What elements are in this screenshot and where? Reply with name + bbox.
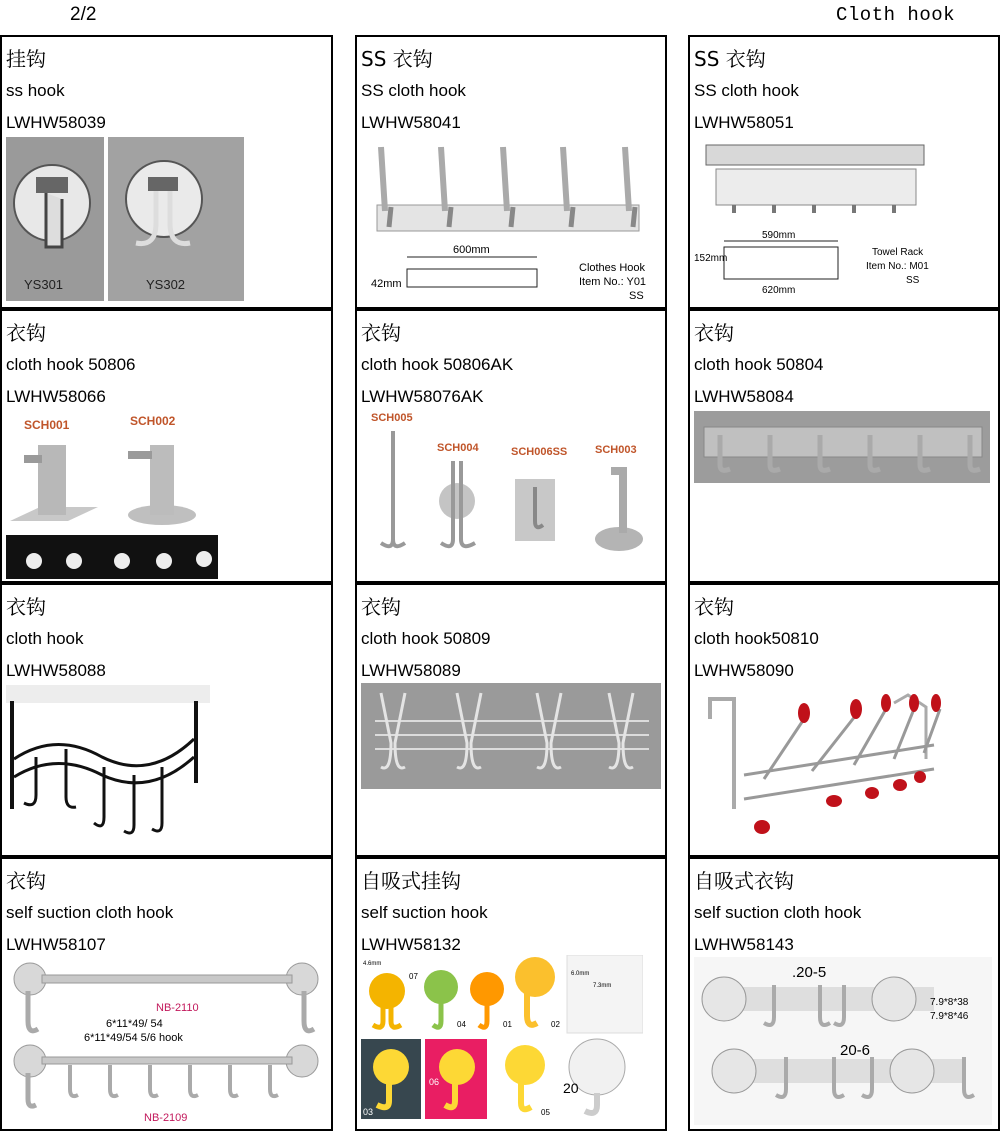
label-towel-rack: Towel Rack	[872, 247, 924, 258]
label-ss: SS	[629, 290, 644, 302]
label-ys301: YS301	[24, 277, 64, 292]
label-04: 04	[457, 1020, 466, 1029]
product-code: LWHW58066	[6, 387, 106, 406]
product-name-cn: 衣钩	[694, 321, 734, 345]
label-nb-2109: NB-2109	[144, 1112, 188, 1124]
product-code: LWHW58084	[694, 387, 794, 406]
product-cell-towel-rack-m01	[688, 35, 1000, 309]
label-sch001: SCH001	[24, 418, 70, 432]
product-cell-self-suction-hook-58132	[355, 857, 667, 1131]
label-7-9-8-38: 7.9*8*38	[930, 997, 969, 1008]
product-name-en: self suction cloth hook	[694, 903, 862, 922]
label-sch004: SCH004	[437, 442, 479, 454]
label-20-6: 20-6	[840, 1042, 871, 1059]
towel-rack-m01-caption	[862, 243, 942, 295]
cloth-hook-50804-photo	[694, 411, 990, 483]
product-name-cn: 自吸式衣钩	[694, 869, 794, 893]
product-cell-ss-hook	[0, 35, 333, 309]
product-name-en: self suction hook	[361, 903, 488, 922]
product-name-en: cloth hook 50804	[694, 355, 824, 374]
product-name-en: cloth hook 50806AK	[361, 355, 514, 374]
product-code: LWHW58143	[694, 935, 794, 954]
product-name-cn: 衣钩	[361, 595, 401, 619]
product-cell-cloth-hook-50806	[0, 309, 333, 583]
label-152mm: 152mm	[694, 253, 728, 264]
product-code: LWHW58076AK	[361, 387, 484, 406]
product-cell-cloth-hook-50804	[688, 309, 1000, 583]
product-name-cn: 衣钩	[6, 595, 46, 619]
product-name-cn: 衣钩	[694, 595, 734, 619]
label-ss: SS	[906, 275, 920, 286]
label-size-1: 6*11*49/ 54	[106, 1018, 163, 1030]
product-name-en: cloth hook50810	[694, 629, 819, 648]
label-01: 01	[503, 1020, 512, 1029]
label-clothes-hook: Clothes Hook	[579, 262, 646, 274]
label-7-3mm: 7.3mm	[593, 983, 612, 989]
label-item-no-m01: Item No.: M01	[866, 261, 929, 272]
label-600mm: 600mm	[453, 244, 490, 256]
label-sch003: SCH003	[595, 444, 637, 456]
label-06: 06	[429, 1077, 440, 1087]
product-name-cn: 衣钩	[361, 321, 401, 345]
product-cell-cloth-hook-50810	[688, 583, 1000, 857]
label-6-0mm: 6.0mm	[571, 971, 590, 977]
product-code: LWHW58090	[694, 661, 794, 680]
cloth-hook-50809-photo	[361, 683, 661, 789]
label-07: 07	[409, 972, 418, 981]
cloth-hook-58088-photo	[6, 685, 210, 851]
product-cell-cloth-hook-58088	[0, 583, 333, 857]
product-name-en: cloth hook 50806	[6, 355, 136, 374]
product-name-cn: 衣钩	[6, 869, 46, 893]
label-size-2: 6*11*49/54 5/6 hook	[84, 1032, 183, 1044]
cloth-hook-50806-photo	[6, 411, 218, 579]
product-code: LWHW58089	[361, 661, 461, 680]
label-sch006ss: SCH006SS	[511, 446, 568, 458]
cloth-hook-50810-photo	[704, 689, 950, 837]
product-cell-self-suction-cloth-hook-58107	[0, 857, 333, 1131]
label-20: 20	[563, 1080, 579, 1096]
product-name-en: ss hook	[6, 81, 65, 100]
product-code: LWHW58039	[6, 113, 106, 132]
self-suction-cloth-hook-58107-drawing	[6, 959, 326, 1125]
self-suction-cloth-hook-58143-photo	[694, 957, 992, 1125]
product-code: LWHW58088	[6, 661, 106, 680]
product-name-en: SS cloth hook	[694, 81, 799, 100]
product-code: LWHW58051	[694, 113, 794, 132]
product-name-en: self suction cloth hook	[6, 903, 174, 922]
product-name-en: SS cloth hook	[361, 81, 466, 100]
product-name-en: cloth hook 50809	[361, 629, 491, 648]
label-42mm: 42mm	[371, 278, 402, 290]
product-cell-cloth-hook-50806ak	[355, 309, 667, 583]
product-name-cn: 挂钩	[6, 47, 46, 71]
label-item-no-y01: Item No.: Y01	[579, 276, 647, 288]
label-20-5: .20-5	[792, 964, 827, 981]
label-03: 03	[363, 1107, 374, 1117]
product-code: LWHW58107	[6, 935, 106, 954]
label-4-6mm: 4.6mm	[363, 961, 382, 967]
product-name-cn: 衣钩	[6, 321, 46, 345]
label-620mm: 620mm	[762, 285, 796, 296]
label-ys302: YS302	[146, 277, 186, 292]
header-title: Cloth hook	[836, 4, 956, 26]
product-name-cn: 自吸式挂钩	[361, 869, 461, 893]
self-suction-hook-58132-photo	[361, 955, 643, 1119]
ss-cloth-hook-y01-drawing	[367, 141, 659, 305]
label-590mm: 590mm	[762, 230, 796, 241]
cloth-hook-50806ak-photo	[367, 409, 649, 565]
label-sch005: SCH005	[371, 412, 413, 424]
label-7-9-8-46: 7.9*8*46	[930, 1011, 969, 1022]
label-nb-2110: NB-2110	[156, 1002, 199, 1014]
product-cell-self-suction-cloth-hook-58143	[688, 857, 1000, 1131]
label-sch002: SCH002	[130, 414, 176, 428]
product-code: LWHW58041	[361, 113, 461, 132]
ss-hook-photo	[6, 137, 244, 301]
product-code: LWHW58132	[361, 935, 461, 954]
label-02: 02	[551, 1020, 560, 1029]
label-05: 05	[541, 1108, 550, 1117]
product-name-cn: SS 衣钩	[694, 47, 766, 71]
product-cell-ss-cloth-hook-y01	[355, 35, 667, 309]
product-name-en: cloth hook	[6, 629, 84, 648]
page-number: 2/2	[70, 4, 97, 25]
product-cell-cloth-hook-50809	[355, 583, 667, 857]
product-name-cn: SS 衣钩	[361, 47, 433, 71]
